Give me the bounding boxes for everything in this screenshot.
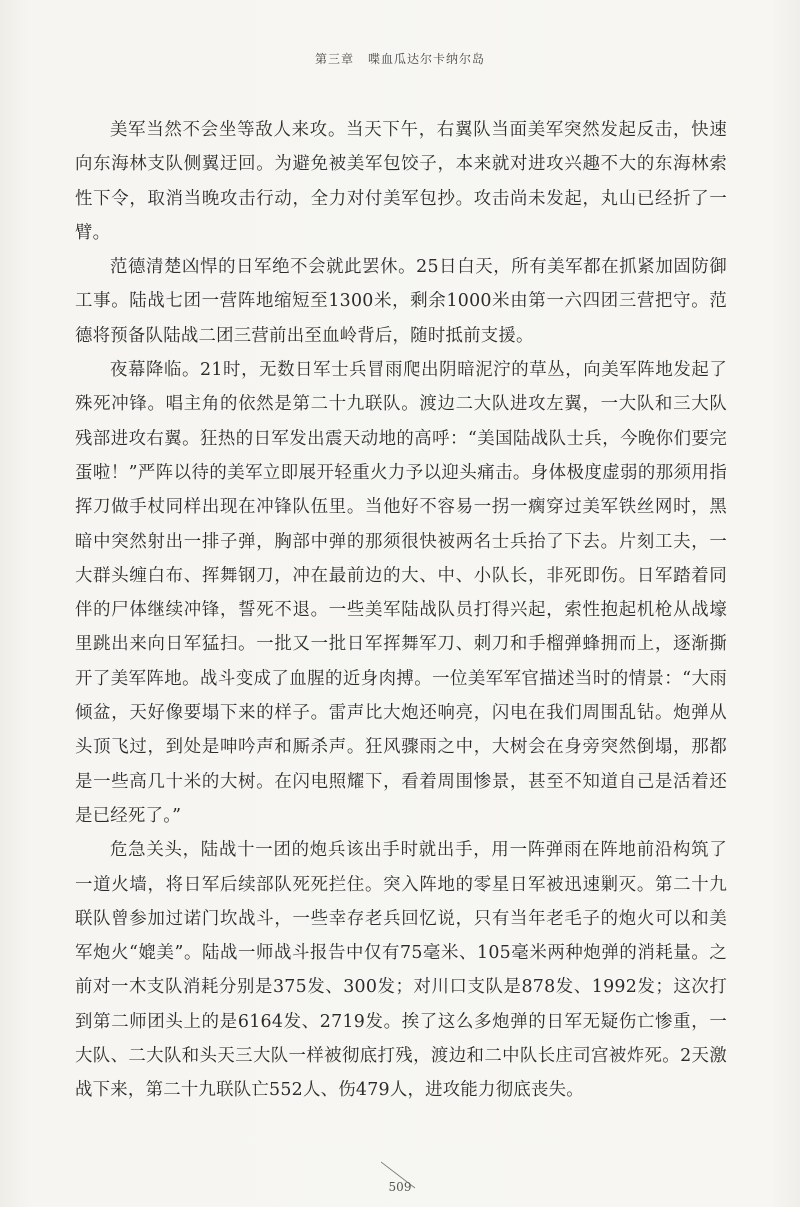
chapter-label: 第三章 [314, 52, 354, 66]
paragraph-2: 范德清楚凶悍的日军绝不会就此罢休。25日白天，所有美军都在抓紧加固防御工事。陆战七团一营阵地缩短至1300米，剩余1000米由第一六四团三营把守。范德将预备队陆战二团三营前出至血岭背后，随时抵前支援。 [75, 257, 727, 346]
chapter-title: 喋血瓜达尔卡纳尔岛 [368, 52, 486, 66]
page-number: 509 [388, 1180, 412, 1194]
body-text [75, 113, 727, 1108]
paragraph-4: 危急关头，陆战十一团的炮兵该出手时就出手，用一阵弹雨在阵地前沿构筑了一道火墙，将日军后续部队死死拦住。突入阵地的零星日军被迅速剿灭。第二十九联队曾参加过诺门坎战斗，一些幸存老兵回忆说，只有当年老毛子的炮火可以和美军炮火“媲美”。陆战一师战斗报告中仅有75毫米、105毫米两种炮弹的消耗量。之前对一木支队消耗分别是375发、300发；对川口支队是878发、1992发；这次打到第二师团头上的是6164发、2719发。挨了这么多炮弹的日军无疑伤亡惨重，一大队、二大队和头天三大队一样被彻底打残，渡边和二中队长庄司宫被炸死。2天激战下来，第二十九联队亡552人、伤479人，进攻能力彻底丧失。 [75, 840, 727, 1101]
running-header [0, 50, 800, 67]
paragraph-1: 美军当然不会坐等敌人来攻。当天下午，右翼队当面美军突然发起反击，快速向东海林支队侧翼迂回。为避免被美军包饺子，本来就对进攻兴趣不大的东海林索性下令，取消当晚攻击行动，全力对付美军包抄。攻击尚未发起，丸山已经折了一臂。 [75, 120, 727, 243]
paragraph-3: 夜幕降临。21时，无数日军士兵冒雨爬出阴暗泥泞的草丛，向美军阵地发起了殊死冲锋。唱主角的依然是第二十九联队。渡边二大队进攻左翼，一大队和三大队残部进攻右翼。狂热的日军发出震天动地的高呼：“美国陆战队士兵，今晚你们要完蛋啦！”严阵以待的美军立即展开轻重火力予以迎头痛击。身体极度虚弱的那须用指挥刀做手杖同样出现在冲锋队伍里。当他好不容易一拐一瘸穿过美军铁丝网时，黑暗中突然射出一排子弹，胸部中弹的那须很快被两名士兵抬了下去。片刻工夫，一大群头缠白布、挥舞钢刀，冲在最前边的大、中、小队长，非死即伤。日军踏着同伴的尸体继续冲锋，誓死不退。一些美军陆战队员打得兴起，索性抱起机枪从战壕里跳出来向日军猛扫。一批又一批日军挥舞军刀、刺刀和手榴弹蜂拥而上，逐渐撕开了美军阵地。战斗变成了血腥的近身肉搏。一位美军军官描述当时的情景：“大雨倾盆，天好像要塌下来的样子。雷声比大炮还响亮，闪电在我们周围乱钻。炮弹从头顶飞过，到处是呻吟声和厮杀声。狂风骤雨之中，大树会在身旁突然倒塌，那都是一些高几十米的大树。在闪电照耀下，看着周围惨景，甚至不知道自己是活着还是已经死了。” [75, 360, 727, 826]
